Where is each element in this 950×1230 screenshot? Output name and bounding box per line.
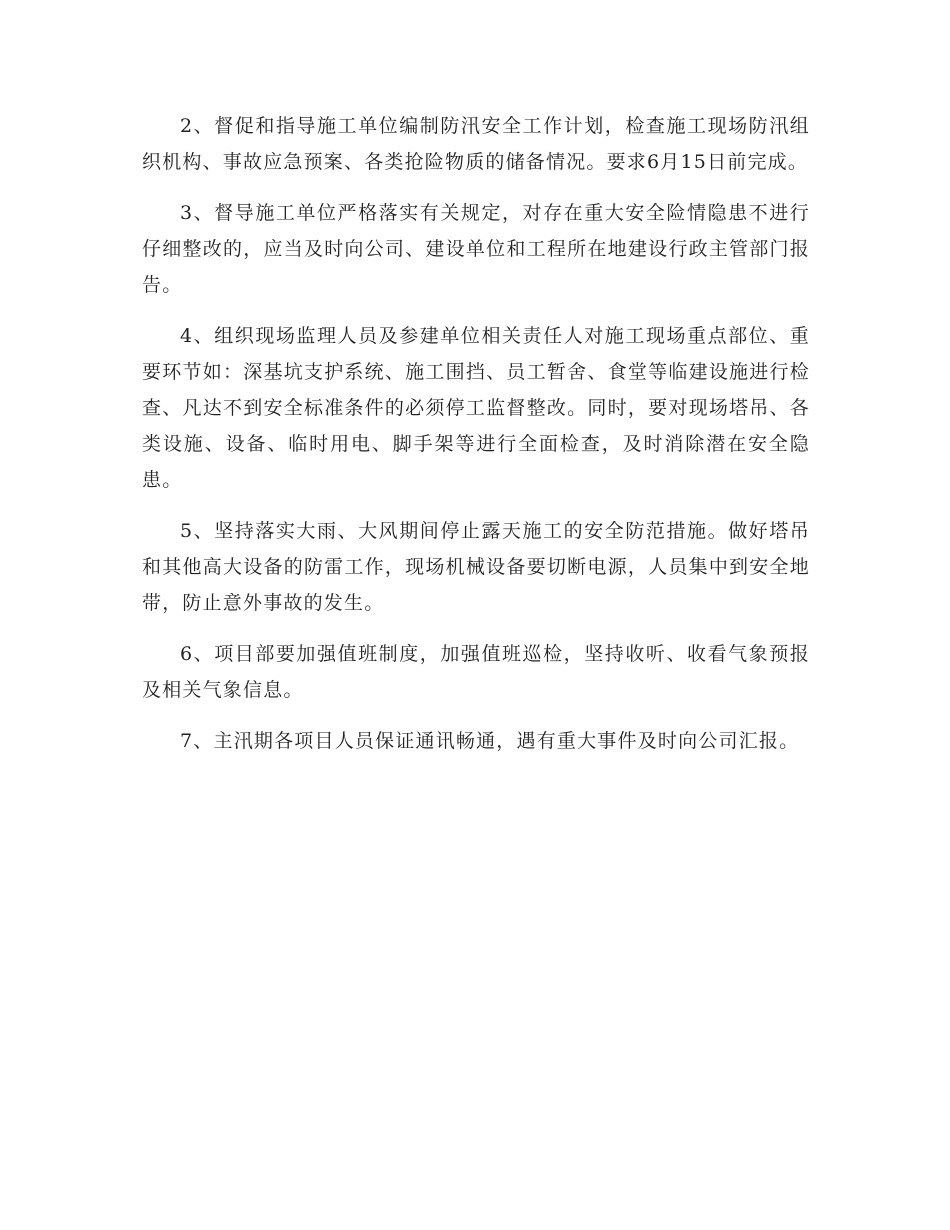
paragraph-item-3: 3、督导施工单位严格落实有关规定，对存在重大安全险情隐患不进行仔细整改的，应当及时向公司、建设单位和工程所在地建设行政主管部门报告。	[142, 202, 810, 296]
paragraph-item-7: 7、主汛期各项目人员保证通讯畅通，遇有重大事件及时向公司汇报。	[180, 730, 800, 752]
paragraph-item-6: 6、项目部要加强值班制度，加强值班巡检，坚持收听、收看气象预报及相关气象信息。	[142, 643, 810, 701]
document-body	[142, 108, 810, 774]
paragraph-item-4: 4、组织现场监理人员及参建单位相关责任人对施工现场重点部位、重要环节如：深基坑支护系统、施工围挡、员工暂舍、食堂等临建设施进行检查、凡达不到安全标准条件的必须停工监督整改。同时，要对现场塔吊、各类设施、设备、临时用电、脚手架等进行全面检查，及时消除潜在安全隐患。	[142, 325, 810, 491]
paragraph-item-5: 5、坚持落实大雨、大风期间停止露天施工的安全防范措施。做好塔吊和其他高大设备的防雷工作，现场机械设备要切断电源，人员集中到安全地带，防止意外事故的发生。	[142, 520, 810, 614]
paragraph-item-2: 2、督促和指导施工单位编制防汛安全工作计划，检查施工现场防汛组织机构、事故应急预案、各类抢险物质的储备情况。要求6月15日前完成。	[142, 115, 810, 173]
